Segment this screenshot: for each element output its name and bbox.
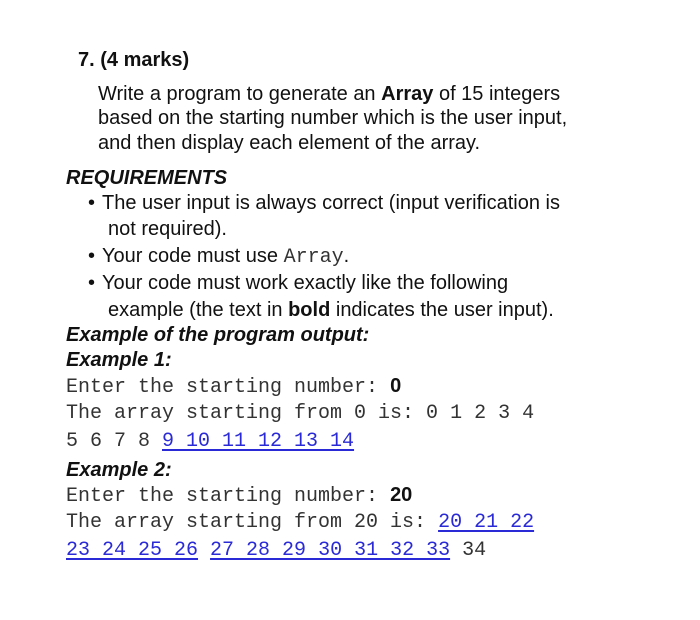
example-1-output-1: The array starting from 0 is: 0 1 2 3 4 — [66, 402, 535, 425]
requirements-heading: REQUIREMENTS — [66, 167, 228, 189]
underlined-output: 9 10 11 12 13 14 — [162, 430, 355, 453]
prompt-line-2: based on the starting number which is the user input, — [98, 107, 568, 129]
bullet-icon: • — [88, 245, 96, 267]
examples-heading: Example of the program output: — [66, 324, 370, 346]
console-output: 5 6 7 8 — [66, 430, 163, 453]
prompt-line-1 — [98, 82, 560, 106]
requirement-item-3 — [88, 271, 508, 295]
underlined-output: 20 21 22 — [438, 511, 535, 534]
bullet-icon: • — [88, 272, 96, 294]
requirement-text: example (the text in — [108, 299, 289, 321]
requirement-item-1 — [88, 191, 560, 215]
requirement-item-2 — [88, 244, 349, 270]
requirement-code: Array — [283, 246, 344, 269]
prompt-line-3: and then display each element of the array. — [98, 132, 481, 154]
prompt-text: of 15 integers — [433, 83, 561, 105]
requirement-item-1-cont: not required). — [108, 218, 227, 240]
question-heading: 7. (4 marks) — [78, 49, 190, 71]
example-1-prompt — [66, 374, 401, 400]
user-input: 0 — [390, 375, 402, 397]
underlined-output: 23 24 25 26 — [66, 539, 199, 562]
requirement-text: Your code must work exactly like the following — [102, 272, 509, 294]
requirement-item-3-cont — [108, 298, 554, 322]
requirement-bold: bold — [288, 299, 331, 321]
example-2-output-2 — [66, 539, 486, 563]
requirement-text: . — [343, 245, 350, 267]
bullet-icon: • — [88, 192, 96, 214]
console-output: 34 — [450, 539, 487, 562]
requirement-text: Your code must use — [102, 245, 284, 267]
underlined-output: 27 28 29 30 31 32 33 — [210, 539, 451, 562]
requirement-text: The user input is always correct (input verification is — [102, 192, 560, 214]
example-2-prompt — [66, 483, 412, 509]
console-prompt: Enter the starting number: — [66, 376, 391, 399]
console-prompt: Enter the starting number: — [66, 485, 391, 508]
example-1-label: Example 1: — [66, 349, 172, 371]
example-2-output-1 — [66, 511, 534, 535]
console-output: The array starting from 20 is: — [66, 511, 439, 534]
prompt-text: Write a program to generate an — [98, 83, 382, 105]
requirement-text: indicates the user input). — [330, 299, 554, 321]
example-1-output-2 — [66, 430, 354, 454]
prompt-keyword: Array — [381, 83, 434, 105]
user-input: 20 — [390, 484, 413, 506]
example-2-label: Example 2: — [66, 459, 172, 481]
